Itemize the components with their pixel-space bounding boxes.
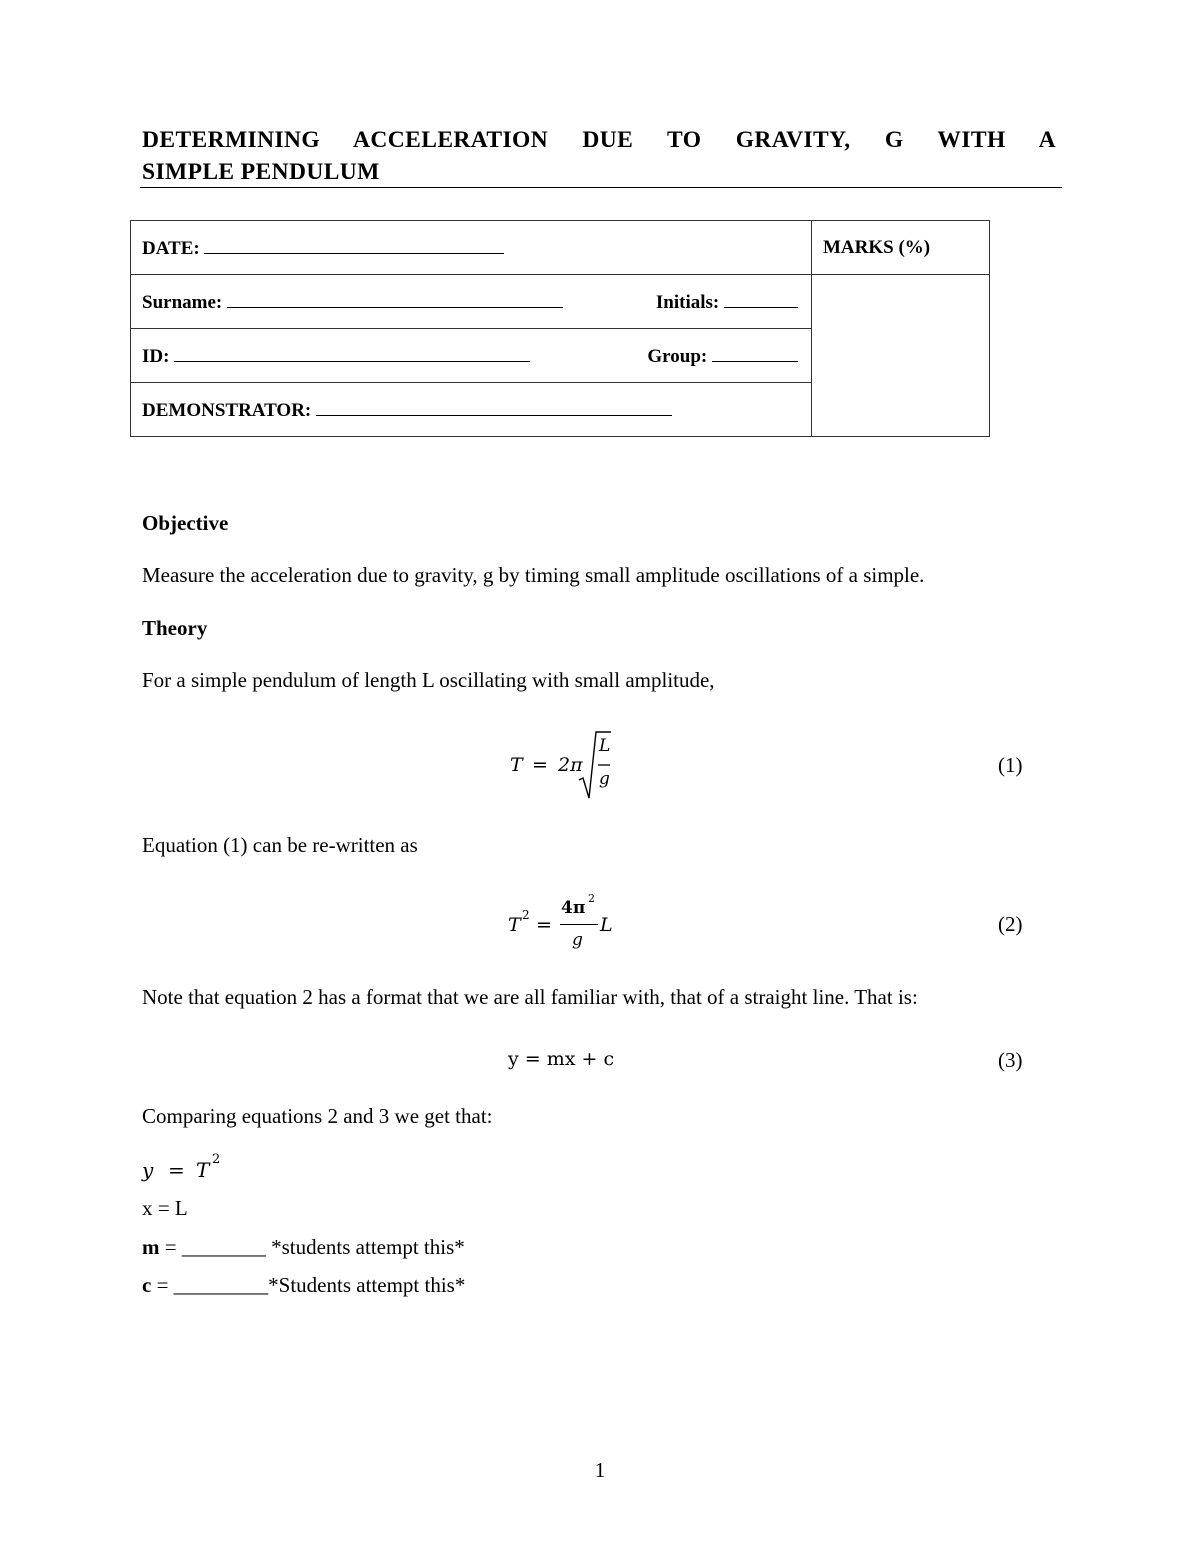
demonstrator-field[interactable] [316, 397, 672, 416]
m-var: m [142, 1235, 160, 1259]
page-number: 1 [594, 1458, 606, 1482]
eq1-lhs: T [510, 754, 523, 776]
y-rhs-sup: 2 [212, 1152, 221, 1167]
student-info-table [130, 220, 990, 437]
date-label: DATE: [142, 238, 200, 259]
equation-3: y = mx + c [508, 1048, 615, 1070]
y-equals: = [168, 1158, 185, 1182]
demonstrator-cell [131, 383, 812, 437]
c-text: = _________*Students attempt this* [151, 1273, 466, 1297]
eq2-den: g [572, 930, 583, 950]
eq1-equals: = [532, 754, 548, 776]
eq2-num: 4π [561, 898, 586, 918]
surname-label: Surname: [142, 292, 223, 313]
y-rhs: T [196, 1158, 210, 1182]
surname-cell [131, 275, 812, 329]
date-field[interactable] [204, 235, 504, 254]
date-cell [131, 221, 812, 275]
surname-field[interactable] [227, 289, 563, 308]
initials-field[interactable] [724, 289, 798, 308]
y-equals-line [142, 1152, 262, 1182]
eq2-num-sup: 2 [588, 892, 595, 905]
theory-intro: For a simple pendulum of length L oscillating with small amplitude, [142, 668, 715, 692]
group-label: Group: [647, 346, 708, 367]
objective-heading: Objective [142, 511, 229, 535]
title-line-2: SIMPLE PENDULUM [142, 159, 380, 185]
marks-label: MARKS (%) [823, 236, 931, 258]
eq2-number: (2) [998, 912, 1023, 936]
eq1-numerator: L [599, 736, 611, 756]
theory-heading: Theory [142, 616, 208, 640]
eq1-number: (1) [998, 753, 1023, 777]
straight-line-text: Note that equation 2 has a format that we are all familiar with, that of a straight line. That is: [142, 985, 918, 1009]
title-rule [140, 187, 1062, 188]
equation-2 [506, 892, 626, 956]
eq2-tail: L [600, 914, 613, 936]
eq2-equals: = [536, 914, 552, 936]
c-var: c [142, 1273, 152, 1297]
y-var: y [142, 1158, 154, 1182]
id-cell [131, 329, 812, 383]
demonstrator-label: DEMONSTRATOR: [142, 400, 312, 421]
eq2-lhs: T [508, 914, 521, 936]
objective-text: Measure the acceleration due to gravity, g by timing small amplitude oscillations of a simple. [142, 563, 925, 587]
x-equals-line: x = L [142, 1196, 188, 1220]
eq2-fraction-bar [560, 924, 598, 925]
rewrite-text: Equation (1) can be re-written as [142, 833, 418, 857]
m-line [142, 1235, 465, 1260]
c-line [142, 1273, 465, 1298]
document-title [142, 124, 1056, 188]
marks-value-cell[interactable] [812, 275, 990, 437]
group-field[interactable] [712, 343, 798, 362]
comparing-text: Comparing equations 2 and 3 we get that: [142, 1104, 493, 1128]
marks-header-cell [812, 221, 990, 275]
eq1-denominator: g [599, 769, 610, 789]
eq3-number: (3) [998, 1048, 1023, 1072]
id-label: ID: [142, 346, 170, 367]
eq2-lhs-sup: 2 [522, 908, 530, 922]
m-text: = ________ *students attempt this* [159, 1235, 465, 1259]
eq1-coef: 2π [558, 754, 583, 776]
initials-label: Initials: [655, 292, 720, 313]
id-field[interactable] [174, 343, 530, 362]
title-line-1: DETERMINING ACCELERATION DUE TO GRAVITY, G WITH A [142, 127, 1056, 153]
equation-1 [508, 728, 618, 802]
